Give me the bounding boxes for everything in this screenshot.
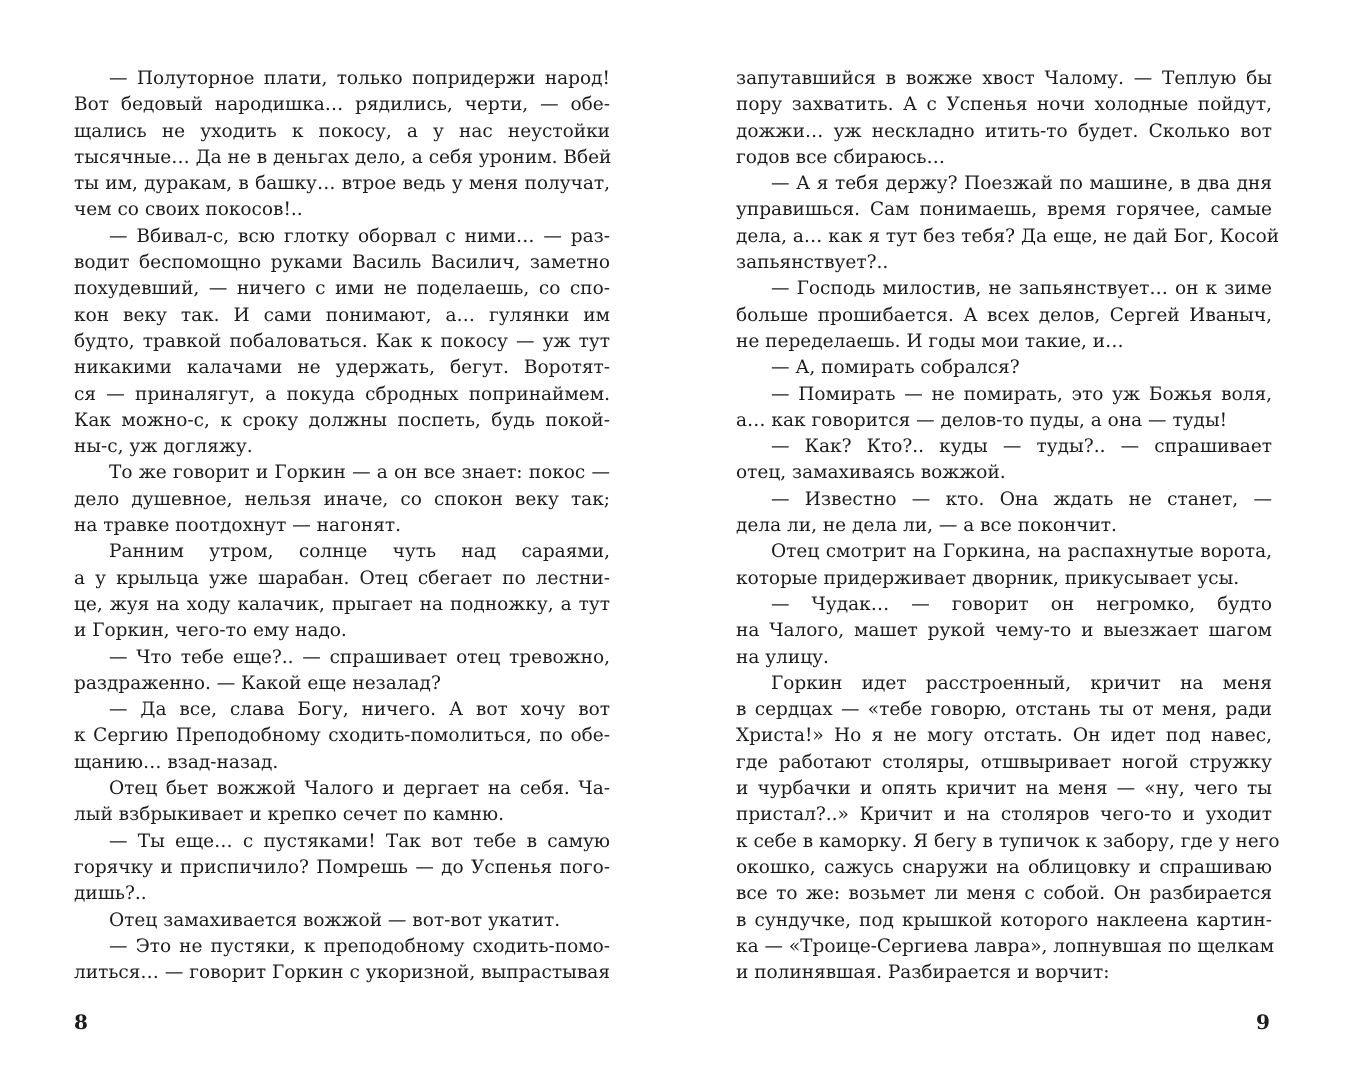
text-line: То же говорит и Горкин — а он все знает: покос —: [109, 462, 610, 484]
text-line: — А, помирать собрался?: [771, 357, 1020, 379]
text-line: — Помирать — не помирать, это уж Божья воля,: [771, 383, 1272, 405]
text-line: к Сергию Преподобному сходить-помолиться, по обе-: [74, 725, 610, 747]
text-line: — А я тебя держу? Поезжай по машине, в два дня: [771, 173, 1272, 195]
text-line: отец, замахиваясь вожжой.: [736, 462, 1006, 484]
text-line: больше прошибается. А всех делов, Сергей Иваныч,: [736, 304, 1272, 326]
text-line: щанию… взад-назад.: [74, 751, 279, 773]
text-line: и Горкин, чего-то ему надо.: [74, 620, 347, 642]
text-line: чем со своих покосов!..: [74, 199, 303, 221]
text-line: — Полуторное плати, только попридержи народ!: [109, 68, 610, 89]
text-line: запьянствует?..: [736, 252, 889, 274]
text-line: — Это не пустяки, к преподобному сходить-помо-: [109, 935, 610, 957]
text-line: запутавшийся в вожже хвост Чалому. — Теплую бы: [736, 68, 1272, 89]
text-line: дожжи… уж нескладно итить-то будет. Сколько вот: [736, 120, 1272, 142]
text-line: Как можно-с, к сроку должны поспеть, будь покой-: [74, 409, 610, 431]
left-page-text: [74, 66, 610, 986]
text-line: Христа!» Но я не могу отстать. Он идет под навес,: [736, 725, 1272, 747]
text-line: це, жуя на ходу калачик, прыгает на подножку, а тут: [74, 593, 610, 615]
text-line: литься… — говорит Горкин с укоризной, выпрастывая: [74, 962, 610, 984]
text-line: ты им, дуракам, в башку… втрое ведь у меня получат,: [74, 173, 610, 195]
text-line: Отец замахивается вожжой — вот-вот укатит.: [109, 909, 561, 931]
text-line: лый взбрыкивает и крепко сечет по камню.: [74, 804, 505, 826]
text-line: будто, травкой побаловаться. Как к покосу — уж тут: [74, 330, 610, 352]
text-line: ка — «Троице-Сергиева лавра», лопнувшая по щелкам: [736, 935, 1275, 957]
text-line: Отец смотрит на Горкина, на распахнутые ворота,: [771, 541, 1272, 563]
right-page-number: 9: [1256, 1010, 1270, 1034]
text-line: похудевший, — ничего с ими не поделаешь, со спо-: [74, 278, 610, 300]
text-line: ны-с, уж догляжу.: [74, 436, 253, 458]
text-line: раздраженно. — Какой еще незалад?: [74, 672, 441, 694]
text-line: пору захватить. А с Успенья ночи холодные пойдут,: [736, 94, 1272, 116]
right-page-text: [736, 66, 1280, 986]
text-line: дело душевное, нельзя иначе, со спокон веку так;: [74, 488, 610, 510]
text-line: к себе в каморку. Я бегу в тупичок к забору, где у него: [736, 830, 1280, 852]
text-line: — Известно — кто. Она ждать не станет, —: [771, 488, 1272, 510]
text-line: Ранним утром, солнце чуть над сараями,: [109, 541, 610, 563]
text-line: горячку и приспичило? Помрешь — до Успенья пого-: [74, 856, 610, 878]
text-line: где работают столяры, отшвыривает ногой стружку: [736, 751, 1272, 773]
text-line: управишься. Сам понимаешь, время горячее, самые: [736, 199, 1272, 221]
text-line: окошко, сажусь снаружи на облицовку и спрашиваю: [736, 856, 1272, 878]
right-page: [676, 0, 1352, 1080]
text-line: Вот бедовый народишка… рядились, черти, — обе-: [74, 94, 610, 116]
text-line: кон веку так. И сами понимают, а… гулянки им: [74, 304, 610, 326]
text-line: которые придерживает дворник, прикусывает усы.: [736, 567, 1240, 589]
text-line: не переделаешь. И годы мои такие, и…: [736, 330, 1124, 352]
text-line: на улицу.: [736, 646, 829, 668]
text-line: в сердцах — «тебе говорю, отстань ты от меня, ради: [736, 699, 1272, 721]
text-line: водит беспомощно руками Василь Василич, заметно: [74, 252, 610, 274]
text-line: Горкин идет расстроенный, кричит на меня: [771, 672, 1272, 694]
text-line: пристал?..» Кричит и на столяров чего-то и уходит: [736, 804, 1272, 826]
text-line: никакими калачами не удержать, бегут. Воротят-: [74, 357, 610, 379]
text-line: — Как? Кто?.. куды — туды?.. — спрашивает: [771, 436, 1272, 458]
text-line: а у крыльца уже шарабан. Отец сбегает по лестни-: [74, 567, 610, 589]
text-line: — Да все, слава Богу, ничего. А вот хочу вот: [109, 699, 610, 721]
text-line: — Господь милостив, не запьянствует… он к зиме: [771, 278, 1272, 300]
left-page-number: 8: [74, 1010, 88, 1034]
text-line: а… как говорится — делов-то пуды, а она — туды!: [736, 409, 1228, 431]
text-line: Отец бьет вожжой Чалого и дергает на себя. Ча-: [109, 778, 610, 800]
text-line: на травке поотдохнут — нагонят.: [74, 515, 401, 537]
text-line: тысячные… Да не в деньгах дело, а себя уроним. Вбей: [74, 146, 612, 168]
text-line: дела, а… как я тут без тебя? Да еще, не дай Бог, Косой: [736, 225, 1280, 247]
text-line: дела ли, не дела ли, — а все покончит.: [736, 515, 1117, 537]
text-line: в сундучке, под крышкой которого наклеена картин-: [736, 909, 1272, 931]
text-line: все то же: возьмет ли меня с собой. Он разбирается: [736, 883, 1272, 905]
text-line: — Что тебе еще?.. — спрашивает отец тревожно,: [109, 646, 610, 668]
text-line: и полинявшая. Разбирается и ворчит:: [736, 962, 1110, 984]
text-line: на Чалого, машет рукой чему-то и выезжает шагом: [736, 620, 1272, 642]
text-line: дишь?..: [74, 883, 147, 905]
text-line: — Чудак… — говорит он негромко, будто: [771, 593, 1272, 615]
text-line: ся — приналягут, а покуда сбродных попринаймем.: [74, 383, 610, 405]
text-line: — Ты еще… с пустяками! Так вот тебе в самую: [109, 830, 610, 852]
text-line: и чурбачки и опять кричит на меня — «ну, чего ты: [736, 778, 1272, 800]
text-line: годов все сбираюсь…: [736, 146, 946, 168]
text-line: щались не уходить к покосу, а у нас неустойки: [74, 120, 610, 142]
text-line: — Вбивал-с, всю глотку оборвал с ними… — раз-: [109, 225, 610, 247]
